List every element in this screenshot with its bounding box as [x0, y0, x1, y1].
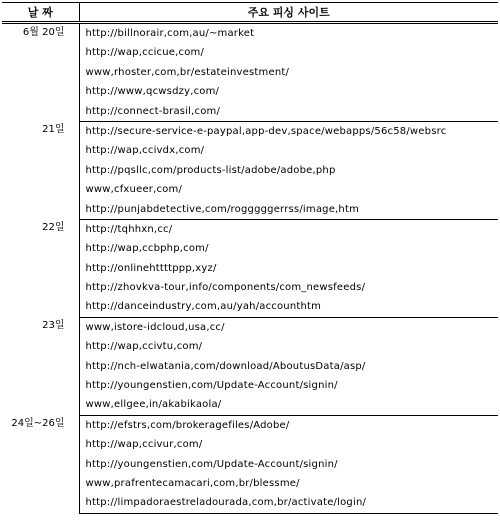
site-url-cell: http://pqsllc,com/products-list/adobe/adobe,php	[85, 164, 336, 176]
table-row	[2, 121, 498, 141]
table-row	[2, 415, 498, 435]
date-cell: 22일	[2, 219, 79, 317]
date-cell: 23일	[2, 317, 79, 415]
date-column-header: 날 짜	[2, 3, 79, 23]
date-cell: 24일~26일	[2, 415, 79, 513]
site-url-cell: www,ellgee,in/akabikaola/	[79, 395, 498, 415]
site-url-cell: http://punjabdetective,com/rogggggerrss/image,htm	[79, 200, 498, 220]
site-url-cell: http://efstrs,com/brokeragefiles/Adobe/	[85, 419, 290, 431]
site-url-cell: http://youngenstien,com/Update-Account/signin/	[85, 380, 338, 392]
site-url-cell: http://youngenstien,com/Update-Account/signin/	[85, 458, 338, 470]
site-url-cell: www,prafrentecamacari,com,br/blessme/	[85, 477, 300, 489]
site-url-cell: http://secure-service-e-paypal,app-dev,space/webapps/56c58/websrc	[85, 125, 447, 137]
table-row	[2, 317, 498, 337]
site-url-cell: http://wap,ccivtu,com/	[85, 341, 203, 353]
site-url-cell: http://wap,ccicue,com/	[85, 47, 205, 59]
phishing-sites-table	[2, 2, 498, 514]
table-body	[2, 23, 498, 514]
site-url-cell: http://onlinehttttppp,xyz/	[85, 262, 217, 274]
site-url-cell: http://limpadoraestreladourada,com,br/activate/login/	[79, 493, 498, 513]
site-url-cell: http://billnorair,com,au/~market	[85, 28, 255, 39]
site-url-cell: http://danceindustry,com,au/yah/accounthtm	[79, 297, 498, 317]
site-url-cell: www,rhoster,com,br/estateinvestment/	[85, 66, 290, 78]
site-url-cell: http://wap,ccbphp,com/	[85, 243, 209, 255]
site-url-cell: http://zhovkva-tour,info/components/com_newsfeeds/	[85, 282, 366, 294]
site-url-cell: http://nch-elwatania,com/download/AboutusData/asp/	[85, 360, 366, 372]
table-header-row	[2, 3, 498, 23]
site-url-cell: http://connect-brasil,com/	[79, 102, 498, 122]
site-url-cell: http://wap,ccivur,com/	[85, 439, 203, 451]
site-url-cell: http://wap,ccivdx,com/	[85, 145, 205, 157]
table-row	[2, 23, 498, 44]
date-cell: 6월 20일	[2, 23, 79, 122]
table-row	[2, 219, 498, 239]
site-url-cell: http://www,qcwsdzy,com/	[85, 86, 220, 98]
date-cell: 21일	[2, 121, 79, 219]
site-url-cell: http://tqhhxn,cc/	[85, 223, 173, 235]
site-url-cell: www,istore-idcloud,usa,cc/	[85, 321, 225, 333]
site-url-cell: www,cfxueer,com/	[85, 184, 183, 196]
sites-column-header: 주요 피싱 사이트	[79, 3, 498, 23]
